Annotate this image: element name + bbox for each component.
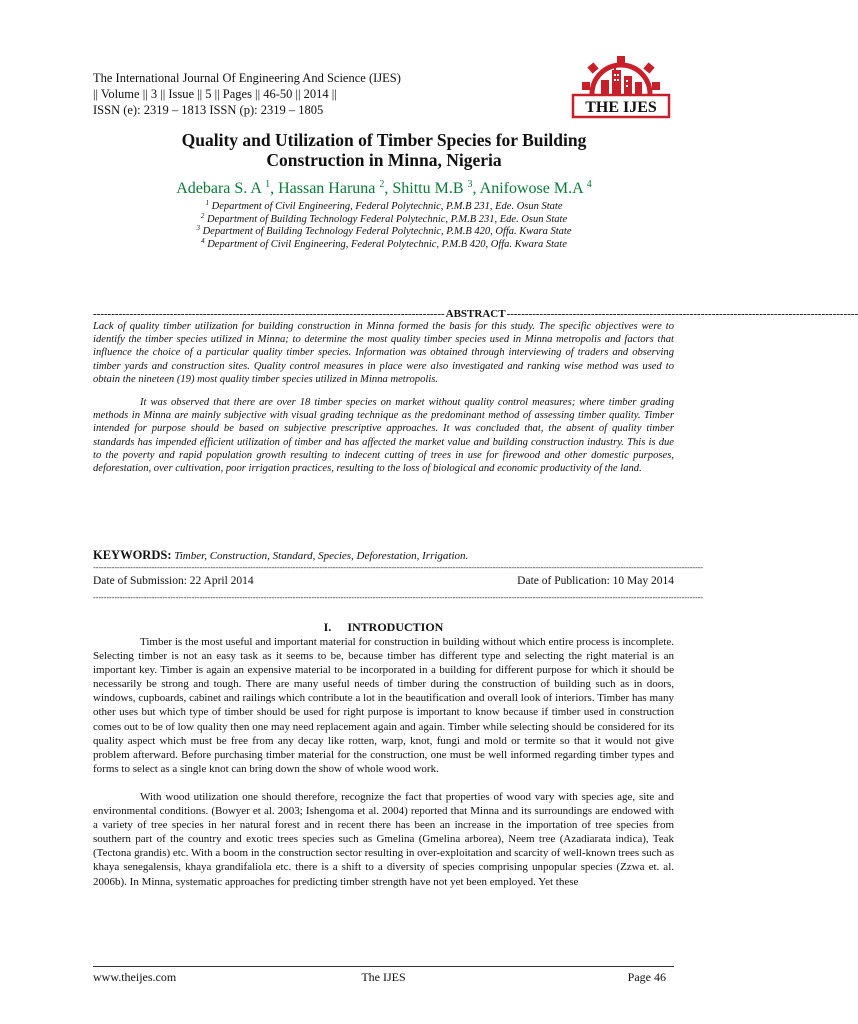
body-paragraph: Timber is the most useful and important material for construction in building without which entire process is incomplete. Selecting timber is not an easy task as it seems to be, because timber has different type and selecting the right material is an important key. Timber is again an expensive material to be incorporated in a building for different purpose for which it should be necessarily be strong and tough. There are many useful needs of timber during the construction of building such as in doors, windows, cupboards, cabinet and railings which contribute a lot in the beautification and overall look of interiors. Timber has many other uses but which type of timber should be used for right purpose is important to know because if timber used in construction comes out to be of low quality then one may need replacement again and again. Timber while selecting should be considered for its quality aspect which must be free from any decay like rotten, warp, knot, fungi and mold or termite so that it would not give problem afterward. Before purchasing timber material for the construction, one must be well informed regarding timber types and forms to select as a single knot can bring down the show of whole wood work. [93,636,674,775]
publication-date: Date of Publication: 10 May 2014 [517,575,674,587]
affiliation-sup: 3 [196,224,200,232]
paper-title [96,130,672,170]
affiliation [96,201,672,214]
author-name: , Shittu M.B [384,180,468,197]
dash-rule: ------------------------------------------------------------------------------------------------------------------------------------------------------------------------------------------------------------------------------------- [93,563,704,572]
author-sup: 2 [379,179,385,190]
body-paragraph: With wood utilization one should therefore, recognize the fact that properties of wood vary with species age, site and environmental conditions. (Bowyer et al. 2003; Ishengoma et al. 2004) reported that Minna and its surroundings are endowed with a variety of tree species in her natural forest and in recent there has been an increase in the importation of tree species from southern part of the country and exotic trees species such as Gmelina (Gmelina arborea), Neem tree (Azadiarata indica), Teak (Tectona grandis) etc. With a boom in the construction sector resulting in over-exploitation and scarcity of well-known trees such as khaya senegalensis, khaya grandifaliola etc. there is a shift to a diversity of species comprising unpopular species (Zzwa et. al. 2006b). In Minna, systematic approaches for predicting timber strength have not yet been employed. Yet these [93,790,674,888]
affiliation [96,211,672,227]
author-sup: 1 [265,179,271,190]
logo-text: THE IJES [585,99,657,116]
affiliation-sup: 4 [201,236,205,245]
author-sup: 3 [467,179,473,190]
affiliation-sup: 2 [200,211,205,220]
title-line-2: Construction in Minna, Nigeria [266,150,502,170]
affiliation [96,226,672,239]
footer-page-number: Page 46 [627,970,666,984]
journal-issn: ISSN (e): 2319 – 1813 ISSN (p): 2319 – 1805 [93,103,324,117]
abstract-paragraph: It was observed that there are over 18 timber species on market without quality control measures; where timber grading methods in Minna are mainly subjective with visual grading technique as the predominant method of assessing timber quality. Timber intended for purpose should be based on subjective prescriptive approaches. It was concluded that, the absent of quality timber standards has impended efficient utilization of timber and has affected the market value and building construction industry. This is due to the poverty and rapid population growth resulting to indecent cutting of trees in use for firewood and other domestic purposes, deforestation, over cultivation, poor irrigation practices, resulting to the loss of biological and economic productivity of the land. [93,397,674,475]
keywords-label: KEYWORDS: [93,548,172,562]
author-sup: 4 [586,179,592,190]
author-list [96,180,672,198]
affiliation-sup: 1 [205,199,209,207]
affiliation-text: Department of Building Technology Federal Polytechnic, P.M.B 420, Offa. Kwara State [199,226,572,237]
abstract-label: ABSTRACT [445,308,506,320]
dash-rule: ------------------------------------------------------------------------------------------------------------------------------------------------------------------------------------------------------------------------------------- [93,593,704,602]
keywords-text: Timber, Construction, Standard, Species, Deforestation, Irrigation. [171,550,469,562]
affiliation-text: Department of Civil Engineering, Federal Polytechnic, P.M.B 231, Ede. Osun State [208,201,563,212]
section-heading [93,620,674,635]
footer-journal: The IJES [361,970,406,984]
section-number: I. [323,620,332,634]
journal-volume: || Volume || 3 || Issue || 5 || Pages || 46-50 || 2014 || [93,87,337,101]
footer-website: www.theijes.com [93,970,177,984]
author-name: , Hassan Haruna [270,180,380,197]
body-text [93,635,674,889]
section-title: INTRODUCTION [347,620,444,634]
ijes-logo [568,54,674,120]
dash-rule: ------------------------------------------------------------------------------------------------ [506,308,858,320]
affiliation-text: Department of Building Technology Federal Polytechnic, P.M.B 231, Ede. Osun State [204,213,568,225]
abstract-heading [93,307,858,321]
journal-info [93,70,401,118]
author-name: Adebara S. A [176,180,266,197]
affiliation-list [96,201,672,251]
abstract-body [93,320,674,475]
submission-date: Date of Submission: 22 April 2014 [93,575,254,587]
abstract-paragraph: Lack of quality timber utilization for building construction in Minna formed the basis for this study. The specific objectives were to identify the timber species utilized in Minna; to determine the most quality timber species used in Minna metropolis and factors that influence the choice of a particular quality timber species. Information was obtained through interviewing of traders and observing timber yards and construction sites. Quality control measures in place were also investigated and ranking wise method was used to obtain the nineteen (19) most quality timber species utilized in Minna metropolis. [93,321,674,385]
affiliation [96,236,672,252]
keywords [93,548,468,563]
page-footer [93,970,674,986]
title-line-1: Quality and Utilization of Timber Species for Building [181,130,587,150]
dash-rule: ------------------------------------------------------------------------------------------------ [93,308,445,320]
affiliation-text: Department of Civil Engineering, Federal Polytechnic, P.M.B 420, Offa. Kwara State [204,238,567,250]
journal-name: The International Journal Of Engineering And Science (IJES) [93,71,401,85]
footer-divider [93,966,674,967]
author-name: , Anifowose M.A [472,180,587,197]
